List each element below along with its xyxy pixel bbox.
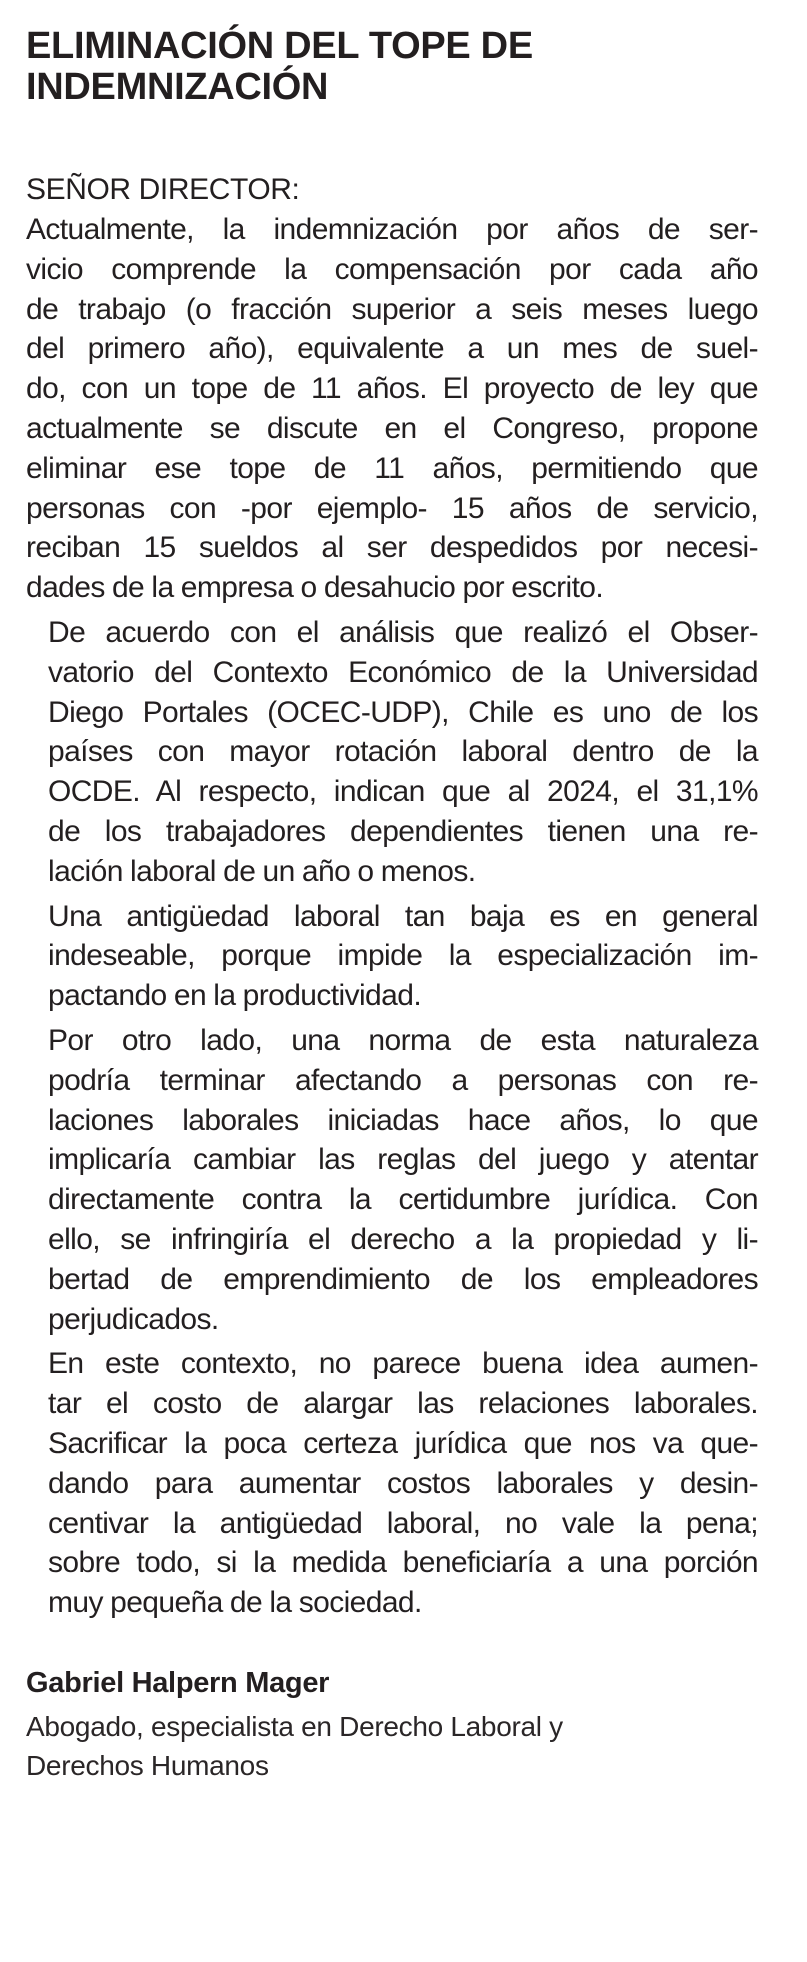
paragraph <box>26 897 758 1016</box>
paragraph <box>26 613 758 892</box>
text-line: centivar la antigüedad laboral, no vale la pena; <box>48 1506 758 1540</box>
text-line: directamente contra la certidumbre jurídica. Con <box>48 1183 758 1217</box>
text-line: pactando en la productividad. <box>48 979 422 1013</box>
text-line: En este contexto, no parece buena idea aumen- <box>48 1347 758 1381</box>
text-line: OCDE. Al respecto, indican que al 2024, el 31,1% <box>48 775 758 809</box>
text-line: de los trabajadores dependientes tienen una re- <box>48 814 758 848</box>
text-line: reciban 15 sueldos al ser despedidos por necesi- <box>26 531 758 565</box>
text-line: lación laboral de un año o menos. <box>48 854 476 888</box>
text-line: implicaría cambiar las reglas del juego y atentar <box>48 1143 758 1177</box>
text-line: Actualmente, la indemnización por años de ser- <box>26 213 758 246</box>
text-line: actualmente se discute en el Congreso, propone <box>26 411 758 445</box>
text-line: do, con un tope de 11 años. El proyecto de ley que <box>26 372 758 406</box>
text-line: Sacrificar la poca certeza jurídica que nos va que- <box>48 1426 758 1460</box>
text-line: dades de la empresa o desahucio por escrito. <box>26 571 604 605</box>
text-line: laciones laborales iniciadas hace años, lo que <box>48 1103 758 1137</box>
text-line: personas con -por ejemplo- 15 años de servicio, <box>26 491 758 525</box>
text-line: vatorio del Contexto Económico de la Universidad <box>48 655 758 689</box>
text-line: tar el costo de alargar las relaciones laborales. <box>48 1387 758 1421</box>
salutation: SEÑOR DIRECTOR: <box>26 173 300 206</box>
text-line: indeseable, porque impide la especialización im- <box>48 939 758 973</box>
text-line: Por otro lado, una norma de esta naturaleza <box>48 1023 758 1057</box>
text-line: podría terminar afectando a personas con re- <box>48 1063 758 1097</box>
text-line: países con mayor rotación laboral dentro de la <box>48 735 758 769</box>
text-line: Una antigüedad laboral tan baja es en general <box>48 899 758 933</box>
text-line: dando para aumentar costos laborales y desin- <box>48 1466 758 1500</box>
text-line: perjudicados. <box>48 1302 219 1336</box>
text-line: sobre todo, si la medida beneficiaría a una porción <box>48 1546 758 1580</box>
text-line: de trabajo (o fracción superior a seis meses luego <box>26 292 758 326</box>
paragraph <box>26 210 758 608</box>
headline-line: INDEMNIZACIÓN <box>26 66 329 108</box>
text-line: vicio comprende la compensación por cada año <box>26 252 758 286</box>
text-line: ello, se infringiría el derecho a la propiedad y li- <box>48 1222 758 1256</box>
paragraph <box>26 1021 758 1339</box>
paragraph <box>26 1344 758 1623</box>
headline-line: ELIMINACIÓN DEL TOPE DE <box>26 25 533 67</box>
text-line: bertad de emprendimiento de los empleadores <box>48 1262 758 1296</box>
text-line: De acuerdo con el análisis que realizó el Obser- <box>48 615 758 649</box>
letter-body <box>26 210 758 1623</box>
author-name: Gabriel Halpern Mager <box>26 1666 330 1699</box>
text-line: eliminar ese tope de 11 años, permitiendo que <box>26 451 758 485</box>
author-credentials <box>26 1707 758 1785</box>
credentials-line: Derechos Humanos <box>26 1749 269 1781</box>
headline <box>26 26 758 108</box>
text-line: Diego Portales (OCEC-UDP), Chile es uno de los <box>48 695 758 729</box>
text-line: del primero año), equivalente a un mes de suel- <box>26 332 758 366</box>
letter-page <box>26 26 758 1785</box>
credentials-line: Abogado, especialista en Derecho Laboral y <box>26 1710 563 1742</box>
text-line: muy pequeña de la sociedad. <box>48 1586 422 1620</box>
